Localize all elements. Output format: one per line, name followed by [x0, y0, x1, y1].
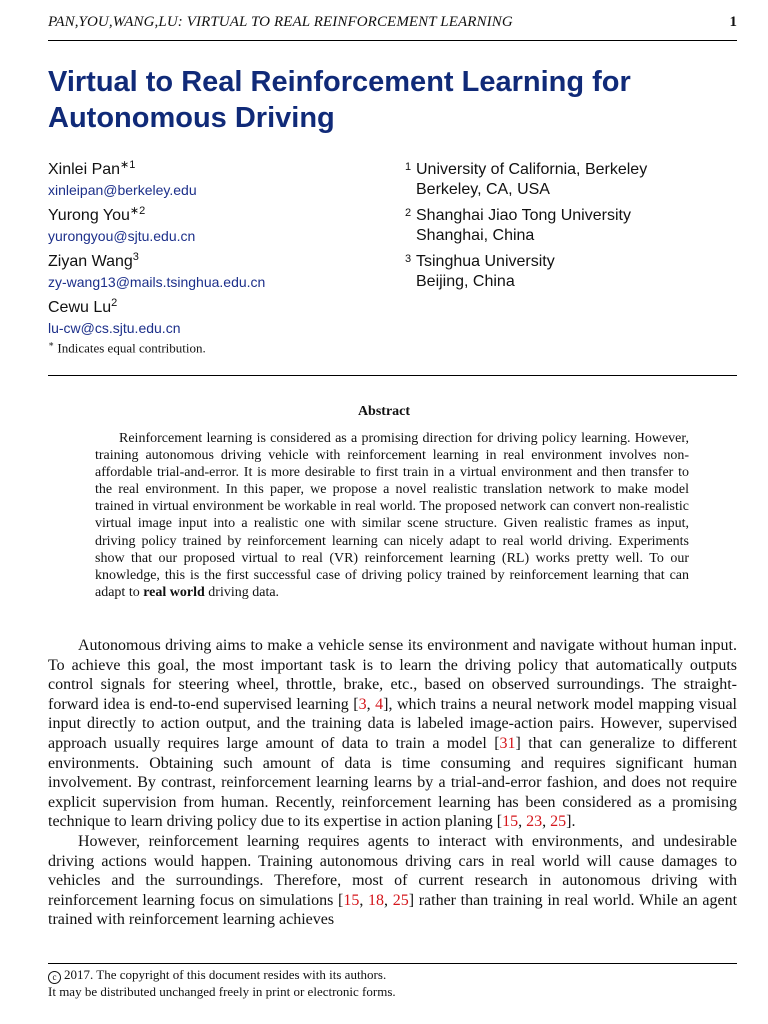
author-entry	[48, 252, 378, 298]
body-text: ,	[359, 891, 368, 909]
footer-line-1	[48, 967, 737, 984]
intro-paragraph-2	[48, 832, 737, 930]
body-text: ,	[542, 813, 551, 831]
author-entry	[48, 206, 378, 252]
running-title: PAN,YOU,WANG,LU: VIRTUAL TO REAL REINFORCEMENT LEARNING	[48, 14, 513, 30]
section-rule	[48, 375, 737, 376]
author-mark: 2	[111, 297, 118, 309]
introduction-section	[48, 636, 737, 930]
affiliation-institution: Shanghai Jiao Tong University	[416, 207, 631, 224]
body-text: However, reinforcement learning requires agents to interact with environments, and undesirable driving actions would happen. Training autonomous driving cars in real world will cause damages to vehicles and the surroundings. Therefore, most of current research in autonomous driving with reinforcement learning focus on simulations [	[48, 832, 737, 909]
citation-link[interactable]: 15	[343, 891, 360, 909]
header-rule	[48, 40, 737, 41]
affiliation-number: 3	[405, 253, 412, 265]
author-mark: ∗2	[129, 205, 146, 217]
abstract-bold-text: real world	[143, 584, 205, 600]
body-text: ,	[384, 891, 393, 909]
paper-title	[48, 64, 728, 136]
footer-line-2: It may be distributed unchanged freely in print or electronic forms.	[48, 984, 396, 999]
citation-link[interactable]: 25	[392, 891, 409, 909]
equal-contribution-note	[48, 339, 206, 356]
copyright-footer	[48, 967, 737, 1000]
citation-link[interactable]: 25	[550, 813, 567, 831]
abstract-text-end: driving data.	[208, 584, 280, 600]
affiliation-location: Shanghai, China	[416, 227, 535, 244]
author-email[interactable]: zy-wang13@mails.tsinghua.edu.cn	[48, 274, 266, 290]
body-text: ] rather than training in real world. While an agent trained with reinforcement learning achieves	[48, 891, 738, 929]
citation-link[interactable]: 15	[502, 813, 519, 831]
citation-link[interactable]: 23	[526, 813, 543, 831]
abstract-body	[95, 430, 689, 601]
affiliation-location: Berkeley, CA, USA	[416, 181, 550, 198]
affiliation-location: Beijing, China	[416, 273, 515, 290]
author-entry	[48, 298, 378, 344]
equal-note-text: Indicates equal contribution.	[57, 340, 206, 356]
affiliation-entry	[402, 206, 732, 252]
citation-link[interactable]: 18	[368, 891, 384, 909]
citation-link[interactable]: 4	[375, 695, 384, 713]
affiliation-institution: University of California, Berkeley	[416, 161, 648, 178]
author-email[interactable]: lu-cw@cs.sjtu.edu.cn	[48, 320, 181, 336]
equal-note-mark: ∗	[48, 339, 55, 349]
running-header	[48, 14, 737, 36]
author-email[interactable]: yurongyou@sjtu.edu.cn	[48, 228, 196, 244]
title-line-2: Autonomous Driving	[48, 102, 335, 134]
author-email[interactable]: xinleipan@berkeley.edu	[48, 182, 197, 198]
body-text: ,	[366, 695, 376, 713]
body-text: Autonomous driving aims to make a vehicle sense its environment and navigate without human input. To achieve this goal, the most important task is to learn the driving policy that automatically outputs control signals for steering wheel, throttle, brake, etc., based on observed surroundings. The straight-forward idea is end-to-end supervised learning [	[48, 637, 737, 713]
copyright-icon: c	[48, 971, 61, 984]
abstract-text: Reinforcement learning is considered as a promising direction for driving policy learning. However, training autonomous driving vehicle with reinforcement learning in real environment involves non-affordable trial-and-error. It is more desirable to first train in a virtual environment and then transfer to the real environment. In this paper, we propose a novel realistic translation network to make model trained in virtual environment be workable in real world. The proposed network can convert non-realistic virtual image input into a realistic one with similar scene structure. Given realistic frames as input, driving policy trained by reinforcement learning can nicely adapt to real world driving. Experiments show that our proposed virtual to real (VR) reinforcement learning (RL) works pretty well. To our knowledge, this is the first successful case of driving policy trained by reinforcement learning that can adapt to	[95, 431, 689, 600]
author-mark: ∗1	[120, 159, 136, 171]
author-mark: 3	[132, 251, 139, 263]
abstract-paragraph	[95, 430, 689, 601]
affiliation-number: 1	[405, 161, 412, 173]
body-text: ].	[566, 813, 576, 831]
citation-link[interactable]: 3	[358, 695, 367, 713]
abstract-heading: Abstract	[357, 404, 411, 419]
footer-rule	[48, 963, 737, 964]
affiliation-list	[402, 160, 732, 298]
body-text: ] that can generalize to different environments. Obtaining such amount of data is time consuming and requires significant human involvement. By contrast, reinforcement learning learns by a trial-and-error fashion, and does not require explicit supervision from human. Recently, reinforcement learning has been considered as a promising technique to learn driving policy due to its expertise in action planing [	[48, 734, 737, 831]
citation-link[interactable]: 31	[499, 734, 516, 752]
intro-paragraph-1	[48, 636, 737, 832]
body-text: ], which trains a neural network model mapping visual input directly to action output, and the training data is labeled image-action pairs. However, supervised approach usually requires large amount of data to train a model [	[48, 695, 738, 752]
affiliation-entry	[402, 252, 732, 298]
affiliation-institution: Tsinghua University	[416, 253, 555, 270]
affiliation-number: 2	[405, 207, 412, 219]
body-text: ,	[518, 813, 527, 831]
author-entry	[48, 160, 378, 206]
author-name: Cewu Lu	[48, 299, 112, 316]
author-list	[48, 160, 378, 344]
footer-line-1-text: 2017. The copyright of this document resides with its authors.	[64, 967, 387, 982]
author-name: Yurong You	[48, 207, 130, 224]
page-number: 1	[729, 14, 737, 30]
affiliation-entry	[402, 160, 732, 206]
title-line-1: Virtual to Real Reinforcement Learning for	[48, 66, 631, 98]
author-name: Ziyan Wang	[48, 253, 133, 270]
author-name: Xinlei Pan	[48, 161, 121, 178]
